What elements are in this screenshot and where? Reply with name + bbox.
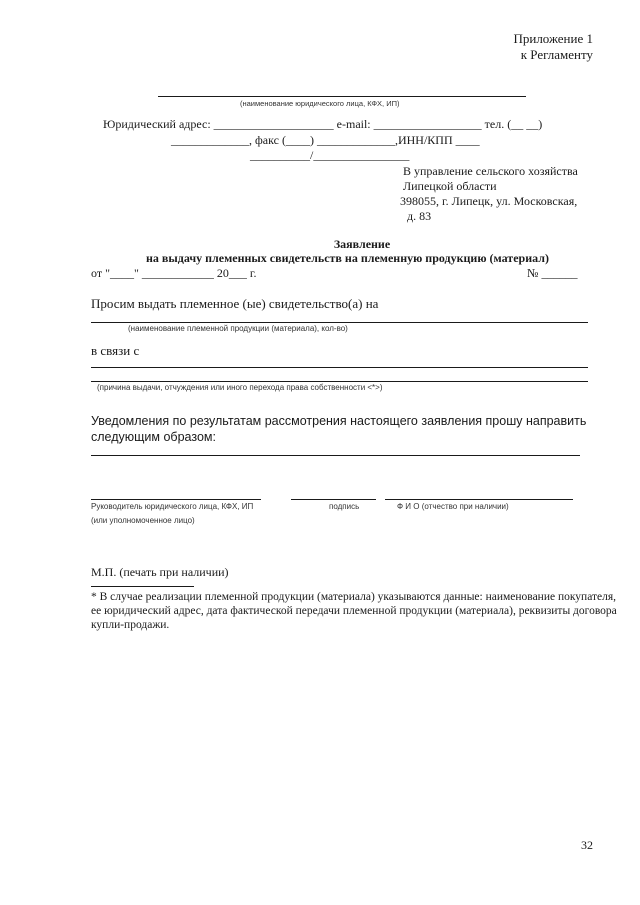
footnote-separator bbox=[91, 586, 194, 587]
notification-method-line bbox=[91, 455, 580, 456]
reason-line-1 bbox=[91, 367, 588, 368]
product-name-caption: (наименование племенной продукции (материала), кол-во) bbox=[128, 324, 348, 333]
reason-caption: (причина выдачи, отчуждения или иного перехода права собственности <*>) bbox=[97, 383, 383, 392]
fio-caption: Ф И О (отчество при наличии) bbox=[397, 502, 509, 511]
head-label-alt: (или уполномоченное лицо) bbox=[91, 516, 195, 525]
notification-line-2: следующим образом: bbox=[91, 430, 216, 444]
head-signature-line bbox=[91, 499, 261, 500]
footnote-line-3: купли-продажи. bbox=[91, 619, 170, 631]
footnote-line-1: * В случае реализации племенной продукции (материала) указываются данные: наименование покупателя, bbox=[91, 591, 617, 603]
document-subtitle: на выдачу племенных свидетельств на племенную продукцию (материал) bbox=[146, 251, 549, 265]
in-connection-label: в связи с bbox=[91, 343, 140, 358]
appendix-reference: к Регламенту bbox=[520, 47, 593, 62]
fio-line bbox=[385, 499, 573, 500]
stamp-label: М.П. (печать при наличии) bbox=[91, 565, 229, 579]
fax-inn-line: _____________, факс (____) _____________,ИНН/КПП ____ bbox=[171, 133, 480, 147]
signature-line bbox=[291, 499, 376, 500]
recipient-line-3: 398055, г. Липецк, ул. Московская, bbox=[400, 194, 578, 208]
date-field: от "____" ____________ 20___ г. bbox=[91, 266, 257, 280]
request-text: Просим выдать племенное (ые) свидетельство(а) на bbox=[91, 296, 379, 311]
kpp-line: __________/________________ bbox=[250, 148, 410, 162]
recipient-line-4: д. 83 bbox=[407, 209, 432, 223]
recipient-line-1: В управление сельского хозяйства bbox=[403, 164, 578, 178]
page-number: 32 bbox=[581, 838, 593, 852]
document-title: Заявление bbox=[333, 237, 391, 251]
notification-line-1: Уведомления по результатам рассмотрения настоящего заявления прошу направить bbox=[91, 414, 587, 428]
legal-address-line: Юридический адрес: ____________________ e-mail: __________________ тел. (__ __) bbox=[103, 117, 543, 131]
entity-name-line bbox=[158, 96, 526, 97]
head-label: Руководитель юридического лица, КФХ, ИП bbox=[91, 502, 254, 511]
appendix-label: Приложение 1 bbox=[513, 31, 593, 46]
footnote-line-2: ее юридический адрес, дата фактической передачи племенной продукции (материала), реквизиты договора bbox=[91, 605, 617, 617]
signature-caption: подпись bbox=[329, 502, 360, 511]
product-name-line bbox=[91, 322, 588, 323]
number-field: № ______ bbox=[527, 266, 578, 280]
reason-line-2 bbox=[91, 381, 588, 382]
recipient-line-2: Липецкой области bbox=[403, 179, 497, 193]
entity-name-caption: (наименование юридического лица, КФХ, ИП) bbox=[240, 99, 400, 108]
